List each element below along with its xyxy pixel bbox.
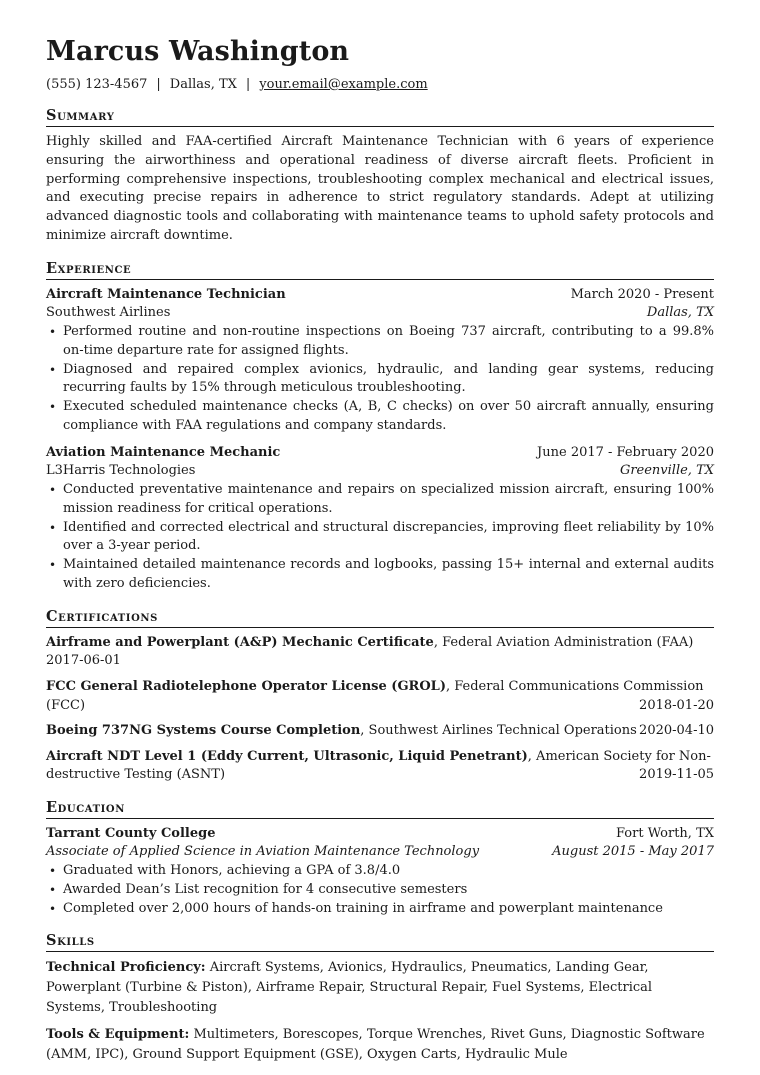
bullet-item: • Conducted preventative maintenance and repairs on specialized mission aircraft, ensuring 100% mission readiness for critical operations.	[46, 481, 714, 519]
experience-entry	[46, 444, 714, 594]
bullet-item: • Maintained detailed maintenance records and logbooks, passing 15+ internal and external audits with zero deficiencies.	[46, 556, 714, 594]
job-dates: March 2020 - Present	[570, 286, 714, 302]
certification-date: 2018-01-20	[639, 697, 714, 713]
company-name: L3Harris Technologies	[46, 463, 196, 479]
bullet-item: • Executed scheduled maintenance checks (A, B, C checks) on over 50 aircraft annually, ensuring compliance with FAA regulations and company standards.	[46, 398, 714, 436]
certification-date: 2019-11-05	[639, 767, 714, 783]
phone-number: (555) 123-4567	[46, 77, 148, 92]
summary-text: Highly skilled and FAA-certified Aircraft Maintenance Technician with 6 years of experience ensuring the airworthiness and operational readiness of diverse aircraft fleets. Proficient in performing comprehensive inspections, troubleshooting complex mechanical and electrical issues, and executing precise repairs in adherence to strict regulatory standards. Adept at utilizing advanced diagnostic tools and collaborating with maintenance teams to uphold safety protocols and minimize aircraft downtime.	[46, 134, 714, 243]
certification-issuer: , Federal Communications Commission	[445, 678, 704, 694]
certification-issuer-cont: (FCC)	[46, 697, 86, 713]
bullet-list	[46, 481, 714, 594]
experience-entry	[46, 286, 714, 436]
certification-entry	[46, 678, 714, 715]
job-dates: June 2017 - February 2020	[537, 444, 714, 460]
skill-group-text: Multimeters, Borescopes, Torque Wrenches, Rivet Guns, Diagnostic Software (AMM, IPC), Ground Support Equipment (GSE), Oxygen Carts, Hydraulic Mule	[46, 1027, 705, 1063]
job-location: Dallas, TX	[646, 305, 714, 321]
bullet-item: • Graduated with Honors, achieving a GPA of 3.8/4.0	[46, 862, 714, 881]
certification-issuer-cont: destructive Testing (ASNT)	[46, 767, 226, 783]
education-dates: August 2015 - May 2017	[552, 844, 714, 860]
bullet-item: • Awarded Dean’s List recognition for 4 consecutive semesters	[46, 881, 714, 900]
certification-title: FCC General Radiotelephone Operator License (GROL)	[46, 678, 446, 694]
certification-title: Aircraft NDT Level 1 (Eddy Current, Ultrasonic, Liquid Penetrant)	[46, 748, 528, 764]
section-title-education: Education	[46, 799, 714, 819]
skill-group-label: Technical Proficiency:	[46, 960, 206, 976]
certification-title: Boeing 737NG Systems Course Completion	[46, 723, 361, 739]
job-title: Aircraft Maintenance Technician	[46, 286, 286, 302]
bullet-item: • Identified and corrected electrical and structural discrepancies, improving fleet reliability by 10% over a 3-year period.	[46, 519, 714, 557]
certification-entry	[46, 748, 714, 785]
separator: |	[156, 77, 161, 92]
certification-issuer: , Southwest Airlines Technical Operations	[360, 723, 637, 739]
skill-group	[46, 958, 714, 1018]
candidate-name: Marcus Washington	[46, 36, 350, 67]
certification-entry	[46, 722, 714, 741]
skill-group-label: Tools & Equipment:	[46, 1027, 190, 1043]
section-title-summary: Summary	[46, 107, 714, 127]
school-location: Fort Worth, TX	[615, 825, 714, 841]
certification-entry	[46, 634, 714, 671]
education-entry	[46, 825, 714, 919]
skill-group	[46, 1025, 714, 1065]
job-title: Aviation Maintenance Mechanic	[46, 444, 281, 460]
skill-group-text: Aircraft Systems, Avionics, Hydraulics, Pneumatics, Landing Gear, Powerplant (Turbine & Piston), Airframe Repair, Structural Repair, Fuel Systems, Electrical Systems, Troubleshooting	[46, 960, 653, 1016]
company-name: Southwest Airlines	[46, 305, 171, 321]
section-title-experience: Experience	[46, 260, 714, 280]
certification-issuer: , Federal Aviation Administration (FAA)	[433, 634, 694, 650]
certification-issuer: , American Society for Non-	[527, 748, 711, 764]
separator: |	[245, 77, 251, 92]
certification-date: 2020-04-10	[639, 723, 714, 739]
section-title-skills: Skills	[46, 932, 714, 952]
bullet-list	[46, 862, 714, 918]
school-name: Tarrant County College	[46, 825, 216, 841]
email-link[interactable]: your.email@example.com	[259, 77, 428, 92]
bullet-list	[46, 323, 714, 436]
section-title-certifications: Certifications	[46, 608, 714, 628]
job-location: Greenville, TX	[619, 463, 714, 479]
bullet-item: • Completed over 2,000 hours of hands-on training in airframe and powerplant maintenance	[46, 900, 714, 919]
location: Dallas, TX	[169, 77, 237, 92]
degree-name: Associate of Applied Science in Aviation Maintenance Technology	[46, 844, 480, 860]
bullet-item: • Diagnosed and repaired complex avionics, hydraulic, and landing gear systems, reducing recurring faults by 15% through meticulous troubleshooting.	[46, 361, 714, 399]
bullet-item: • Performed routine and non-routine inspections on Boeing 737 aircraft, contributing to a 99.8% on-time departure rate for assigned flights.	[46, 323, 714, 361]
certification-title: Airframe and Powerplant (A&P) Mechanic Certificate	[46, 634, 434, 650]
contact-line	[46, 77, 714, 93]
certification-date: 2017-06-01	[46, 653, 121, 669]
